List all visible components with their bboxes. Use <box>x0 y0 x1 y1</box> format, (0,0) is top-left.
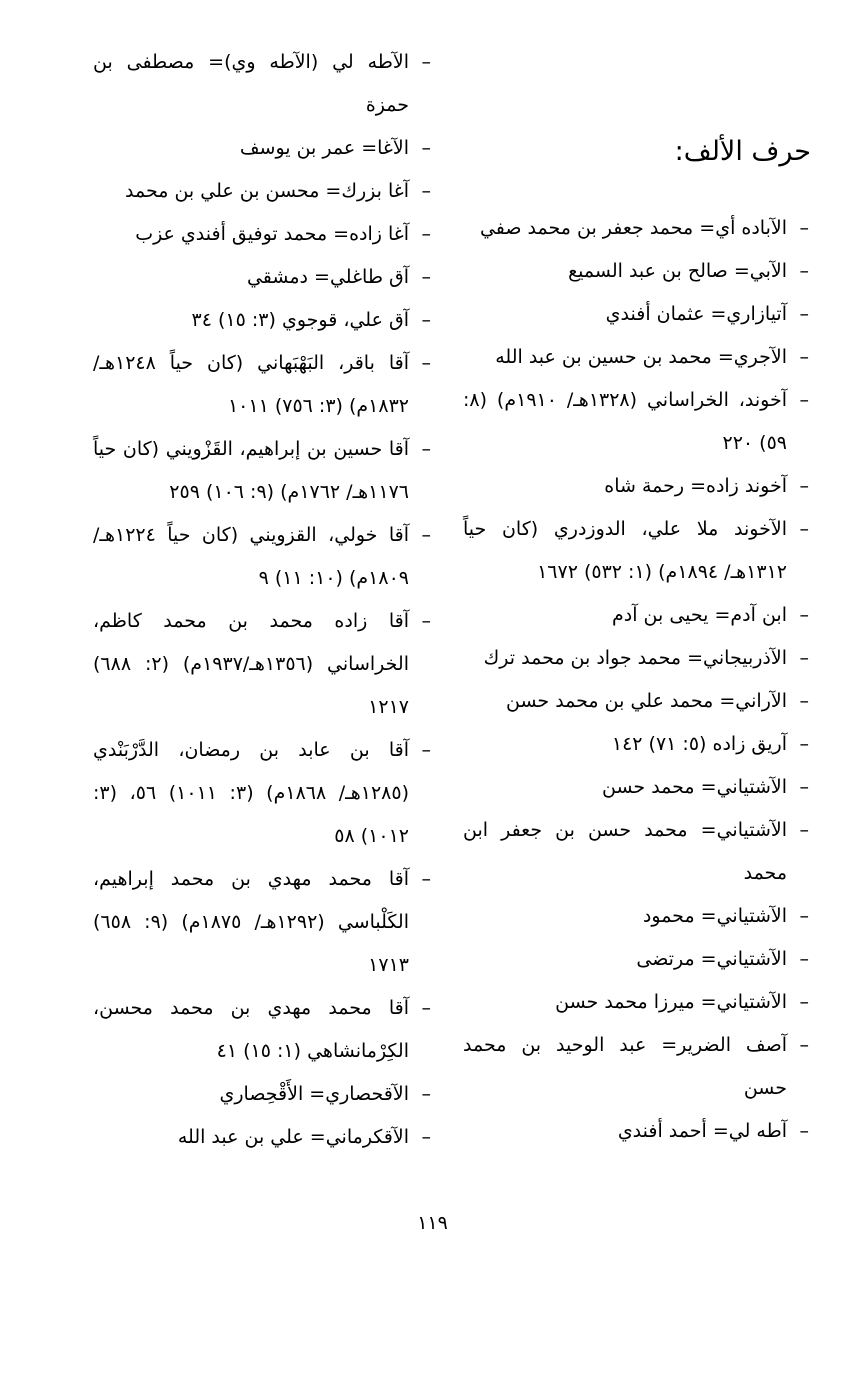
index-entry-text: ابن آدم= يحيى بن آدم <box>612 604 787 626</box>
index-entry: – الآجري= محمد بن حسين بن عبد الله <box>495 346 809 368</box>
index-entry-text: آقا محمد مهدي بن محمد محسن، الكِرْمانشاهي (١: ١٥) ٤١ <box>93 997 409 1062</box>
index-entry: – الآشتياني= محمد حسن بن جعفر ابن محمد <box>463 819 809 884</box>
index-entry-text: آق طاغلي= دمشقي <box>246 266 409 288</box>
index-entry-text: آخوند، الخراساني (١٣٢٨هـ/ ١٩١٠م) (٨: ٥٩) ٢٢٠ <box>463 389 787 454</box>
index-entry-text: آخوند زاده= رحمة شاه <box>604 475 787 497</box>
index-entry-text: آطه لي= أحمد أفندي <box>617 1120 787 1142</box>
index-entry: – آريق زاده (٥: ٧١) ١٤٢ <box>611 733 809 755</box>
index-entry-text: آقا باقر، البَهْبَهاني (كان حياً ١٢٤٨هـ/ ١٨٣٢م) (٣: ٧٥٦) ١٠١١ <box>93 352 409 417</box>
index-entry: – الآخوند ملا علي، الدوزدري (كان حياً ١٣١٢هـ/ ١٨٩٤م) (١: ٥٣٢) ١٦٧٢ <box>463 518 809 583</box>
index-entry-text: آقا حسين بن إبراهيم، القَزْويني (كان حياً ١١٧٦هـ/ ١٧٦٢م) (٩: ١٠٦) ٢٥٩ <box>93 438 409 503</box>
index-entry: – الآشتياني= محمد حسن <box>602 776 809 798</box>
index-entry: – آقا زاده محمد بن محمد كاظم، الخراساني (١٣٥٦هـ/١٩٣٧م) (٢: ٦٨٨) ١٢١٧ <box>93 610 431 718</box>
index-entry-text: آصف الضرير= عبد الوحيد بن محمد حسن <box>463 1034 787 1099</box>
index-entry: – الآشتياني= ميرزا محمد حسن <box>555 991 809 1013</box>
index-entry-text: الآبي= صالح بن عبد السميع <box>568 260 787 282</box>
index-entry-text: آق علي، قوجوي (٣: ١٥) ٣٤ <box>191 309 409 331</box>
index-entry-text: الآشتياني= مرتضى <box>636 948 787 970</box>
index-entry-text: آتيازاري= عثمان أفندي <box>605 303 787 325</box>
index-entry: – آطه لي= أحمد أفندي <box>617 1120 809 1142</box>
index-entry: – الآباده أي= محمد جعفر بن محمد صفي <box>479 217 809 239</box>
index-entry-text: الآطه لي (الآطه وي)= مصطفى بن حمزة <box>93 51 409 116</box>
index-entry: – آقا باقر، البَهْبَهاني (كان حياً ١٢٤٨هـ/ ١٨٣٢م) (٣: ٧٥٦) ١٠١١ <box>93 352 431 417</box>
index-entry: – الآذربيجاني= محمد جواد بن محمد ترك <box>483 647 809 669</box>
index-entry: – آقا حسين بن إبراهيم، القَزْويني (كان حياً ١١٧٦هـ/ ١٧٦٢م) (٩: ١٠٦) ٢٥٩ <box>93 438 431 503</box>
index-entry: – آصف الضرير= عبد الوحيد بن محمد حسن <box>463 1034 809 1099</box>
index-entry: – الآقحصاري= الأَقْحِصاري <box>219 1083 431 1105</box>
index-entry-text: آغا بزرك= محسن بن علي بن محمد <box>125 180 409 202</box>
index-entry: – آتيازاري= عثمان أفندي <box>605 303 809 325</box>
index-entry: – آق علي، قوجوي (٣: ١٥) ٣٤ <box>191 309 431 331</box>
index-entry-text: الآشتياني= محمد حسن بن جعفر ابن محمد <box>463 819 787 884</box>
index-entry: – الآبي= صالح بن عبد السميع <box>568 260 809 282</box>
index-entry-text: الآذربيجاني= محمد جواد بن محمد ترك <box>483 647 787 669</box>
index-column-right <box>463 207 811 1153</box>
index-entry: – آقا خولي، القزويني (كان حياً ١٢٢٤هـ/ ١٨٠٩م) (١٠: ١١) ٩ <box>93 524 431 589</box>
index-entry: – الآشتياني= محمود <box>642 905 809 927</box>
index-entry-text: الآشتياني= محمود <box>642 905 787 927</box>
index-entry: – آخوند، الخراساني (١٣٢٨هـ/ ١٩١٠م) (٨: ٥٩) ٢٢٠ <box>463 389 809 454</box>
page-number: ١١٩ <box>417 1212 448 1234</box>
index-entry-text: آقا بن عابد بن رمضان، الدَّرْبَنْدي (١٢٨٥هـ/ ١٨٦٨م) (٣: ١٠١١) ٥٦، (٣: ١٠١٢) ٥٨ <box>93 739 409 847</box>
index-entry-text: آغا زاده= محمد توفيق أفندي عزب <box>135 223 409 245</box>
index-entry-text: الآباده أي= محمد جعفر بن محمد صفي <box>479 217 787 239</box>
index-entry-text: الآغا= عمر بن يوسف <box>239 137 409 159</box>
index-entry: – آقا محمد مهدي بن محمد إبراهيم، الكَلْباسي (١٢٩٢هـ/ ١٨٧٥م) (٩: ٦٥٨) ١٧١٣ <box>93 868 431 976</box>
index-entry: – آق طاغلي= دمشقي <box>246 266 431 288</box>
index-entry-text: الآقكرماني= علي بن عبد الله <box>177 1126 409 1148</box>
index-entry: – الآشتياني= مرتضى <box>636 948 809 970</box>
index-entry-text: آريق زاده (٥: ٧١) ١٤٢ <box>611 733 787 755</box>
index-entry: – ابن آدم= يحيى بن آدم <box>612 604 809 626</box>
index-entry: – آقا محمد مهدي بن محمد محسن، الكِرْمانشاهي (١: ١٥) ٤١ <box>93 997 431 1062</box>
index-entry: – آغا بزرك= محسن بن علي بن محمد <box>125 180 431 202</box>
index-entry-text: الآشتياني= محمد حسن <box>602 776 787 798</box>
index-entry-text: آقا محمد مهدي بن محمد إبراهيم، الكَلْباسي (١٢٩٢هـ/ ١٨٧٥م) (٩: ٦٥٨) ١٧١٣ <box>93 868 409 976</box>
index-entry: – آخوند زاده= رحمة شاه <box>604 475 809 497</box>
index-entry: – الآطه لي (الآطه وي)= مصطفى بن حمزة <box>93 51 431 116</box>
index-entry-text: الآجري= محمد بن حسين بن عبد الله <box>495 346 787 368</box>
section-title: حرف الألف: <box>674 136 811 167</box>
index-entry-text: الآقحصاري= الأَقْحِصاري <box>219 1083 409 1105</box>
index-entry: – آغا زاده= محمد توفيق أفندي عزب <box>135 223 431 245</box>
index-column-left <box>93 41 433 1159</box>
index-entry: – الآراني= محمد علي بن محمد حسن <box>506 690 809 712</box>
index-entry: – آقا بن عابد بن رمضان، الدَّرْبَنْدي (١٢٨٥هـ/ ١٨٦٨م) (٣: ١٠١١) ٥٦، (٣: ١٠١٢) ٥٨ <box>93 739 431 847</box>
index-entry-text: الآخوند ملا علي، الدوزدري (كان حياً ١٣١٢هـ/ ١٨٩٤م) (١: ٥٣٢) ١٦٧٢ <box>463 518 787 583</box>
index-entry-text: آقا زاده محمد بن محمد كاظم، الخراساني (١٣٥٦هـ/١٩٣٧م) (٢: ٦٨٨) ١٢١٧ <box>93 610 409 718</box>
index-entry-text: الآراني= محمد علي بن محمد حسن <box>506 690 787 712</box>
index-entry-text: الآشتياني= ميرزا محمد حسن <box>555 991 787 1013</box>
index-entry: – الآقكرماني= علي بن عبد الله <box>177 1126 431 1148</box>
index-entry: – الآغا= عمر بن يوسف <box>239 137 431 159</box>
index-entry-text: آقا خولي، القزويني (كان حياً ١٢٢٤هـ/ ١٨٠٩م) (١٠: ١١) ٩ <box>93 524 409 589</box>
